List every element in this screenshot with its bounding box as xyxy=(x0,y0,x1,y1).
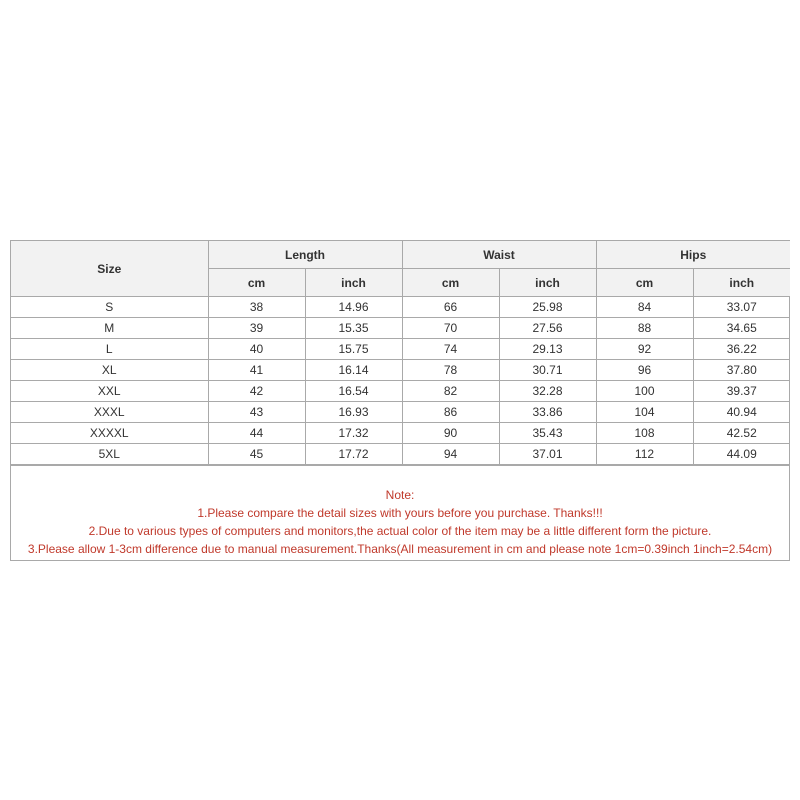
table-row xyxy=(11,402,790,423)
note-line: 3.Please allow 1-3cm difference due to manual measurement.Thanks(All measurement in cm and please note 1cm=0.39inch 1inch=2.54cm) xyxy=(27,542,773,556)
measurement-cell: 45 xyxy=(208,444,305,465)
table-row xyxy=(11,444,790,465)
measurement-cell: 66 xyxy=(402,297,499,318)
measurement-cell: 41 xyxy=(208,360,305,381)
length-group-header: Length xyxy=(208,241,402,269)
measurement-cell: 17.72 xyxy=(305,444,402,465)
unit-header: cm xyxy=(208,269,305,297)
size-label-cell: M xyxy=(11,318,208,339)
measurement-cell: 90 xyxy=(402,423,499,444)
measurement-cell: 16.54 xyxy=(305,381,402,402)
measurement-cell: 104 xyxy=(596,402,693,423)
unit-header: inch xyxy=(305,269,402,297)
measurement-cell: 38 xyxy=(208,297,305,318)
measurement-cell: 33.07 xyxy=(693,297,790,318)
table-header-row xyxy=(11,241,790,269)
size-label-cell: XXXL xyxy=(11,402,208,423)
measurement-cell: 43 xyxy=(208,402,305,423)
measurement-cell: 44 xyxy=(208,423,305,444)
table-row xyxy=(11,339,790,360)
measurement-cell: 78 xyxy=(402,360,499,381)
unit-header: inch xyxy=(499,269,596,297)
note-section xyxy=(11,465,789,558)
size-column-header: Size xyxy=(11,241,208,297)
measurement-cell: 17.32 xyxy=(305,423,402,444)
measurement-cell: 37.80 xyxy=(693,360,790,381)
measurement-cell: 39 xyxy=(208,318,305,339)
unit-header: cm xyxy=(596,269,693,297)
size-chart xyxy=(10,240,790,561)
measurement-cell: 70 xyxy=(402,318,499,339)
measurement-cell: 35.43 xyxy=(499,423,596,444)
unit-header: cm xyxy=(402,269,499,297)
waist-group-header: Waist xyxy=(402,241,596,269)
measurement-cell: 30.71 xyxy=(499,360,596,381)
table-body xyxy=(11,297,790,465)
measurement-cell: 108 xyxy=(596,423,693,444)
size-label-cell: XXXXL xyxy=(11,423,208,444)
measurement-cell: 84 xyxy=(596,297,693,318)
measurement-cell: 94 xyxy=(402,444,499,465)
unit-header: inch xyxy=(693,269,790,297)
measurement-cell: 42.52 xyxy=(693,423,790,444)
size-label-cell: XL xyxy=(11,360,208,381)
measurement-cell: 32.28 xyxy=(499,381,596,402)
measurement-cell: 86 xyxy=(402,402,499,423)
table-row xyxy=(11,381,790,402)
table-row xyxy=(11,297,790,318)
note-line: 2.Due to various types of computers and monitors,the actual color of the item may be a little different form the picture. xyxy=(88,524,712,538)
measurement-cell: 16.93 xyxy=(305,402,402,423)
measurement-cell: 29.13 xyxy=(499,339,596,360)
measurement-cell: 37.01 xyxy=(499,444,596,465)
measurement-cell: 34.65 xyxy=(693,318,790,339)
note-line: 1.Please compare the detail sizes with yours before you purchase. Thanks!!! xyxy=(197,506,603,520)
measurement-cell: 40.94 xyxy=(693,402,790,423)
measurement-cell: 16.14 xyxy=(305,360,402,381)
table-row xyxy=(11,318,790,339)
size-label-cell: 5XL xyxy=(11,444,208,465)
measurement-cell: 40 xyxy=(208,339,305,360)
size-table xyxy=(11,241,790,465)
measurement-cell: 92 xyxy=(596,339,693,360)
note-title: Note: xyxy=(385,488,415,502)
measurement-cell: 82 xyxy=(402,381,499,402)
measurement-cell: 36.22 xyxy=(693,339,790,360)
measurement-cell: 15.75 xyxy=(305,339,402,360)
measurement-cell: 74 xyxy=(402,339,499,360)
measurement-cell: 15.35 xyxy=(305,318,402,339)
size-label-cell: S xyxy=(11,297,208,318)
measurement-cell: 27.56 xyxy=(499,318,596,339)
measurement-cell: 25.98 xyxy=(499,297,596,318)
measurement-cell: 88 xyxy=(596,318,693,339)
measurement-cell: 14.96 xyxy=(305,297,402,318)
measurement-cell: 42 xyxy=(208,381,305,402)
hips-group-header: Hips xyxy=(596,241,790,269)
measurement-cell: 112 xyxy=(596,444,693,465)
measurement-cell: 39.37 xyxy=(693,381,790,402)
size-label-cell: XXL xyxy=(11,381,208,402)
measurement-cell: 100 xyxy=(596,381,693,402)
table-row xyxy=(11,423,790,444)
table-row xyxy=(11,360,790,381)
measurement-cell: 96 xyxy=(596,360,693,381)
measurement-cell: 33.86 xyxy=(499,402,596,423)
size-label-cell: L xyxy=(11,339,208,360)
measurement-cell: 44.09 xyxy=(693,444,790,465)
